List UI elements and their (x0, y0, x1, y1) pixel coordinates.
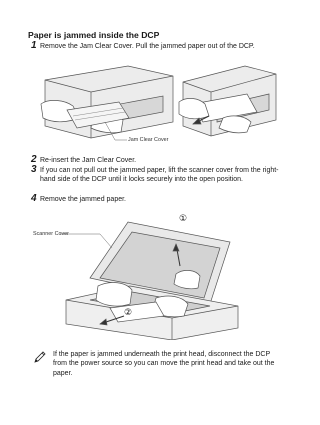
scanner-cover-callout: Scanner Cover (33, 231, 69, 237)
jam-clear-illustration (33, 60, 278, 148)
step-marker-2: ② (124, 307, 133, 317)
note-pencil-icon (33, 350, 47, 364)
scanner-cover-illustration (60, 208, 240, 340)
step-number-3: 3 (31, 164, 37, 175)
step-number-1: 1 (31, 40, 37, 51)
note-text: If the paper is jammed underneath the print head, disconnect the DCP from the power source so you can move the print head and take out the paper. (53, 351, 275, 377)
step-text-3: If you can not pull out the jammed paper, lift the scanner cover from the right-hand side of the DCP until it locks securely into the open position. (40, 167, 279, 184)
step-number-4: 4 (31, 193, 37, 204)
step-marker-1: ① (179, 213, 188, 223)
jam-clear-cover-callout: Jam Clear Cover (128, 137, 169, 143)
section-heading: Paper is jammed inside the DCP (28, 30, 160, 40)
step-text-2: Re-insert the Jam Clear Cover. (40, 157, 137, 164)
step-text-4: Remove the jammed paper. (40, 196, 126, 203)
step-number-2: 2 (31, 154, 37, 165)
step-text-1: Remove the Jam Clear Cover. Pull the jammed paper out of the DCP. (40, 43, 255, 50)
